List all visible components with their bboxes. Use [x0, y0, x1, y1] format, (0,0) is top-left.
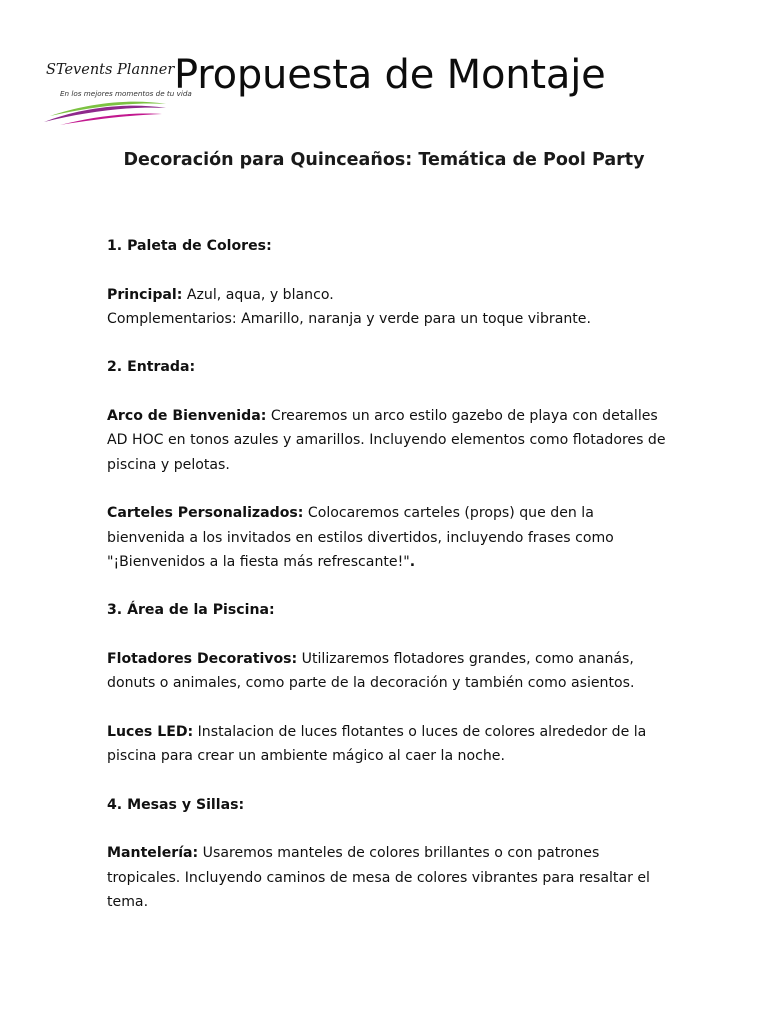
carteles-label: Carteles Personalizados:	[107, 505, 304, 522]
paragraph-carteles	[107, 501, 667, 574]
carteles-text: Colocaremos carteles (props) que den la bienvenida a los invitados en estilos divertidos, incluyendo frases como "¡Bienvenidos a la fiesta más refrescante!"	[107, 505, 614, 570]
manteleria-label: Mantelería:	[107, 845, 199, 862]
manteleria-text: Usaremos manteles de colores brillantes o con patrones tropicales. Incluyendo caminos de mesa de colores vibrantes para resaltar el tema.	[107, 845, 650, 911]
flotadores-text: Utilizaremos flotadores grandes, como ananás, donuts o animales, como parte de la decoración y también como asientos.	[107, 651, 635, 692]
company-logo	[40, 52, 192, 132]
arco-text: Crearemos un arco estilo gazebo de playa con detalles AD HOC en tonos azules y amarillos. Incluyendo elementos como flotadores de piscina y pelotas.	[107, 408, 666, 473]
principal-text: Azul, aqua, y blanco.	[182, 286, 334, 303]
section-heading-paleta: 1. Paleta de Colores:	[107, 238, 272, 254]
document-body	[107, 234, 667, 939]
paragraph-luces	[107, 720, 667, 769]
paragraph-flotadores	[107, 647, 667, 696]
principal-label: Principal:	[107, 286, 183, 303]
arco-label: Arco de Bienvenida:	[107, 408, 267, 425]
section-heading-piscina: 3. Área de la Piscina:	[107, 602, 275, 619]
principal-line	[107, 283, 667, 307]
luces-text: Instalacion de luces flotantes o luces de colores alrededor de la piscina para crear un ambiente mágico al caer la noche.	[107, 723, 647, 765]
steventsplanner-logo-graphic	[40, 52, 192, 132]
logo-tagline: En los mejores momentos de tu vida	[60, 89, 192, 98]
section-heading-mesas: 4. Mesas y Sillas:	[107, 796, 245, 813]
logo-brand-text: STevents Planner	[46, 62, 175, 78]
luces-label: Luces LED:	[107, 723, 194, 740]
document-subtitle: Decoración para Quinceaños: Temática de Pool Party	[123, 150, 645, 170]
paragraph-paleta	[107, 283, 667, 332]
flotadores-label: Flotadores Decorativos:	[107, 651, 298, 668]
carteles-end: .	[409, 553, 416, 570]
section-heading-entrada: 2. Entrada:	[107, 359, 196, 376]
complementarios-text: Complementarios: Amarillo, naranja y verde para un toque vibrante.	[107, 310, 591, 327]
paragraph-arco	[107, 404, 667, 477]
document-title: Propuesta de Montaje	[174, 52, 606, 98]
paragraph-manteleria	[107, 841, 667, 914]
